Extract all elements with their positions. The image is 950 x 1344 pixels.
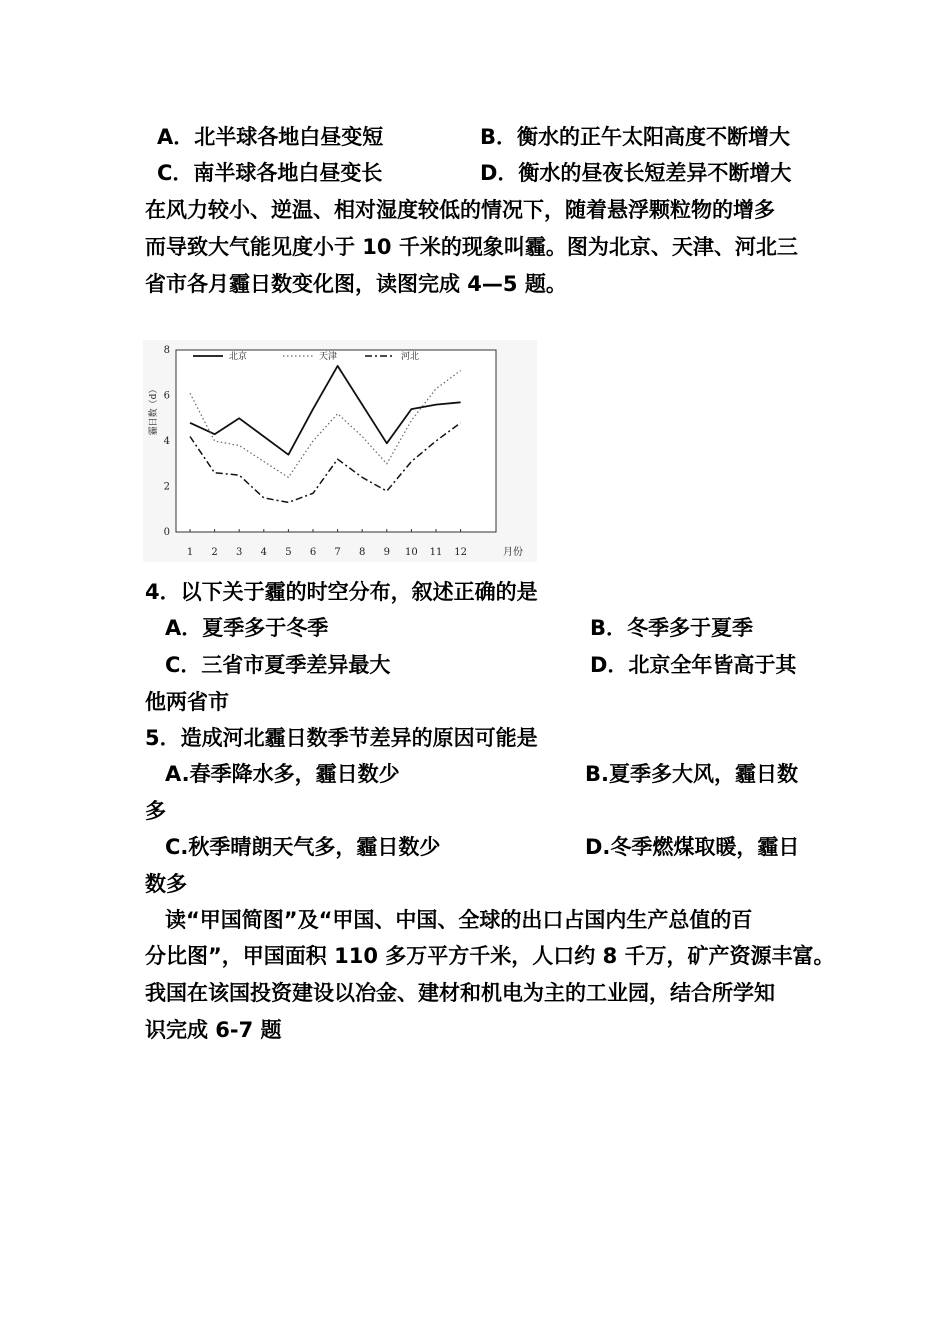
x-tick-label-8: 8 (359, 547, 366, 558)
x-tick-label-9: 9 (383, 547, 390, 558)
option-1a: A．北半球各地白昼变短 (157, 125, 384, 149)
legend-label-3: 河北 (401, 352, 420, 362)
x-tick-label-10: 10 (405, 547, 418, 558)
q5-option-b: B.夏季多大风，霾日数 (585, 762, 798, 786)
haze-days-chart (143, 340, 537, 562)
y-tick-label-2: 2 (163, 481, 170, 493)
x-tick-label-4: 4 (260, 547, 267, 558)
y-tick-label-0: 0 (163, 527, 170, 538)
question-4: 4．以下关于霾的时空分布，叙述正确的是 (145, 580, 538, 604)
q4-option-c: C．三省市夏季差异最大 (165, 653, 391, 677)
x-tick-label-1: 1 (186, 547, 194, 558)
y-tick-label-8: 8 (163, 345, 170, 356)
q5-option-a: A.春季降水多，霾日数少 (165, 762, 400, 786)
x-tick-label-12: 12 (454, 547, 467, 558)
reading-line-3: 我国在该国投资建设以冶金、建材和机电为主的工业园，结合所学知 (145, 981, 775, 1005)
question-5: 5．造成河北霾日数季节差异的原因可能是 (145, 726, 538, 750)
x-tick-label-3: 3 (236, 547, 243, 558)
x-tick-label-2: 2 (211, 547, 218, 558)
q4-option-d: D．北京全年皆高于其 (590, 653, 797, 677)
legend-label-1: 北京 (229, 352, 248, 362)
y-axis-label: 霾日数（d） (149, 384, 159, 436)
x-tick-label-11: 11 (429, 547, 443, 558)
plot-frame (176, 350, 496, 532)
legend-label-2: 天津 (319, 352, 338, 362)
q5-option-c: C.秋季晴朗天气多，霾日数少 (165, 835, 441, 859)
y-tick-label-4: 4 (163, 436, 170, 447)
q5-option-b-wrap: 多 (145, 799, 166, 823)
intro-line-1: 在风力较小、逆温、相对湿度较低的情况下，随着悬浮颗粒物的增多 (145, 198, 775, 222)
option-2b: D．衡水的昼夜长短差异不断增大 (480, 161, 792, 185)
x-tick-label-7: 7 (334, 547, 341, 558)
reading-line-2: 分比图”，甲国面积 110 多万平方千米，人口约 8 千万，矿产资源丰富。 (145, 944, 835, 968)
q4-option-b: B．冬季多于夏季 (590, 616, 754, 640)
q4-option-a: A．夏季多于冬季 (165, 616, 329, 640)
reading-line-4: 识完成 6-7 题 (145, 1018, 282, 1042)
intro-line-3: 省市各月霾日数变化图，读图完成 4—5 题。 (145, 272, 567, 296)
q5-option-d: D.冬季燃煤取暖，霾日 (585, 835, 800, 859)
option-2a: C．南半球各地白昼变长 (157, 161, 383, 185)
x-tick-label-6: 6 (309, 547, 317, 558)
intro-line-2: 而导致大气能见度小于 10 千米的现象叫霾。图为北京、天津、河北三 (145, 235, 798, 259)
q4-option-d-wrap: 他两省市 (145, 690, 229, 714)
reading-line-1: 读“甲国简图”及“甲国、中国、全球的出口占国内生产总值的百 (165, 908, 753, 932)
x-tick-label-5: 5 (285, 547, 292, 558)
x-axis-label: 月份 (503, 547, 523, 558)
option-1b: B．衡水的正午太阳高度不断增大 (480, 125, 791, 149)
y-tick-label-6: 6 (163, 390, 170, 402)
q5-option-d-wrap: 数多 (145, 872, 187, 896)
